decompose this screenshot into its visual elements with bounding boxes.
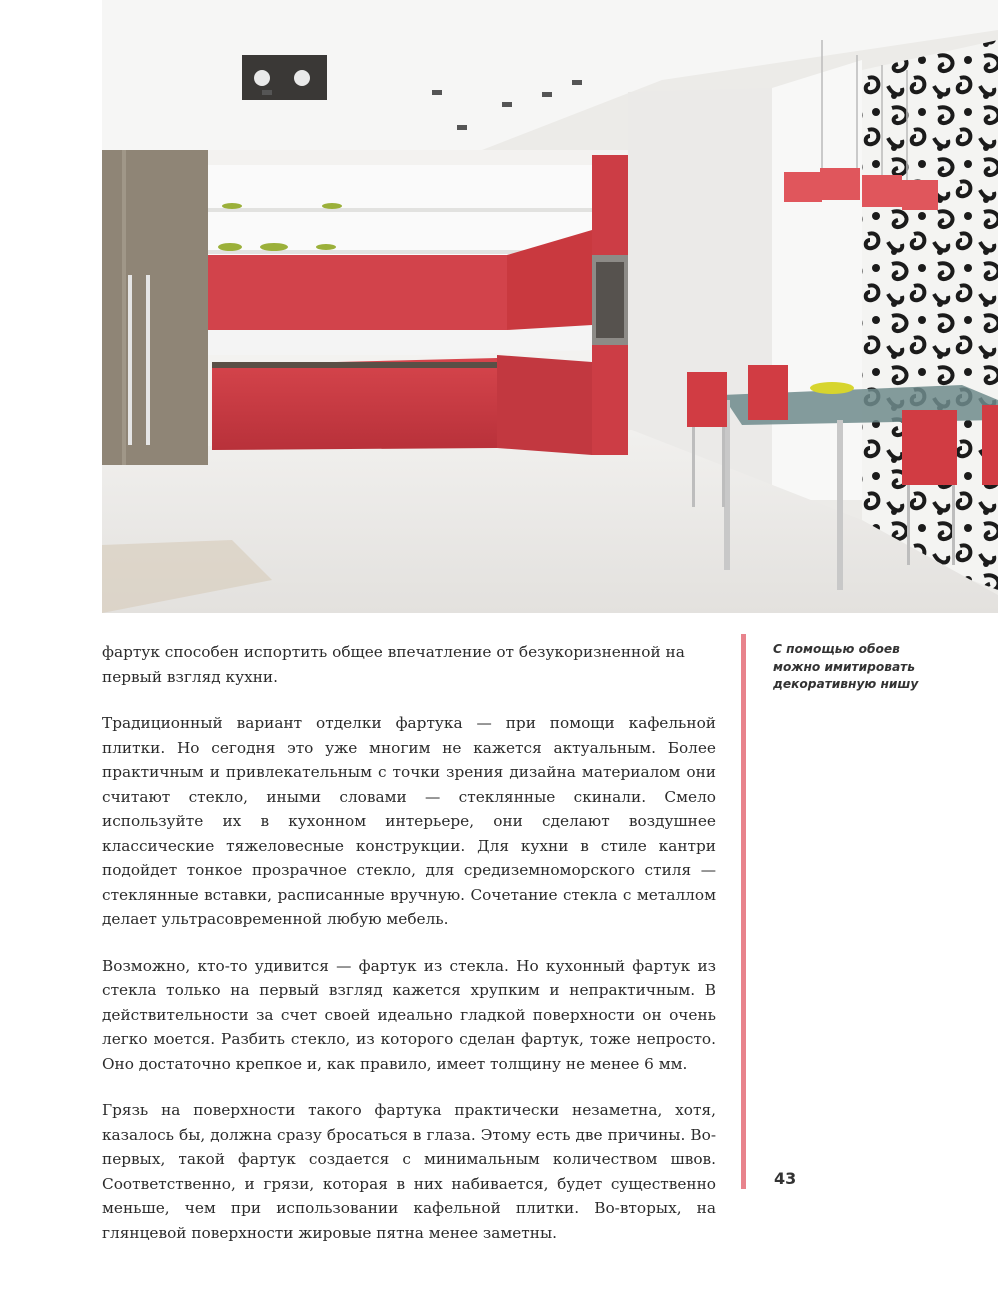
paragraph: Грязь на поверхности такого фартука практически незаметна, хотя, казалось бы, должна сразу бросаться в глаза. Этому есть две причины. Во-первых, такой фартук создается с минимальным количеством швов. Соответственно, и грязи, которая в них набивается, будет существенно меньше, чем при использовании кафельной плитки. Во-вторых, на глянцевой поверхности жировые пятна менее заметны. bbox=[102, 1101, 716, 1242]
kitchen-illustration bbox=[102, 0, 998, 613]
kitchen-photo bbox=[102, 0, 998, 613]
page-number: 43 bbox=[774, 1169, 797, 1188]
paragraph: Возможно, кто-то удивится — фартук из стекла. Но кухонный фартук из стекла только на первый взгляд кажется хрупким и непрактичным. В действительности за счет своей идеально гладкой поверхности он очень легко моется. Разбить стекло, из которого сделан фартук, тоже непросто. Оно достаточно крепкое и, как правило, имеет толщину не менее 6 мм. bbox=[102, 956, 716, 1073]
body-text bbox=[102, 640, 716, 1267]
paragraph: Традиционный вариант отделки фартука — при помощи кафельной плитки. Но сегодня это уже многим не кажется актуальным. Более практичным и привлекательным с точки зрения дизайна материалом они считают стекло, иными словами — стеклянные скинали. Смело используйте их в кухонном интерьере, они сделают воздушнее классические тяжеловесные конструкции. Для кухни в стиле кантри подойдет тонкое прозрачное стекло, для средиземноморского стиля — стеклянные вставки, расписанные вручную. Сочетание стекла с металлом делает ультрасовременной любую мебель. bbox=[102, 714, 716, 928]
paragraph: фартук способен испортить общее впечатление от безукоризненной на первый взгляд кухни. bbox=[102, 643, 685, 686]
margin-rule bbox=[741, 634, 746, 1189]
photo-caption: С помощью обоев можно имитировать декоративную нишу bbox=[773, 642, 919, 691]
